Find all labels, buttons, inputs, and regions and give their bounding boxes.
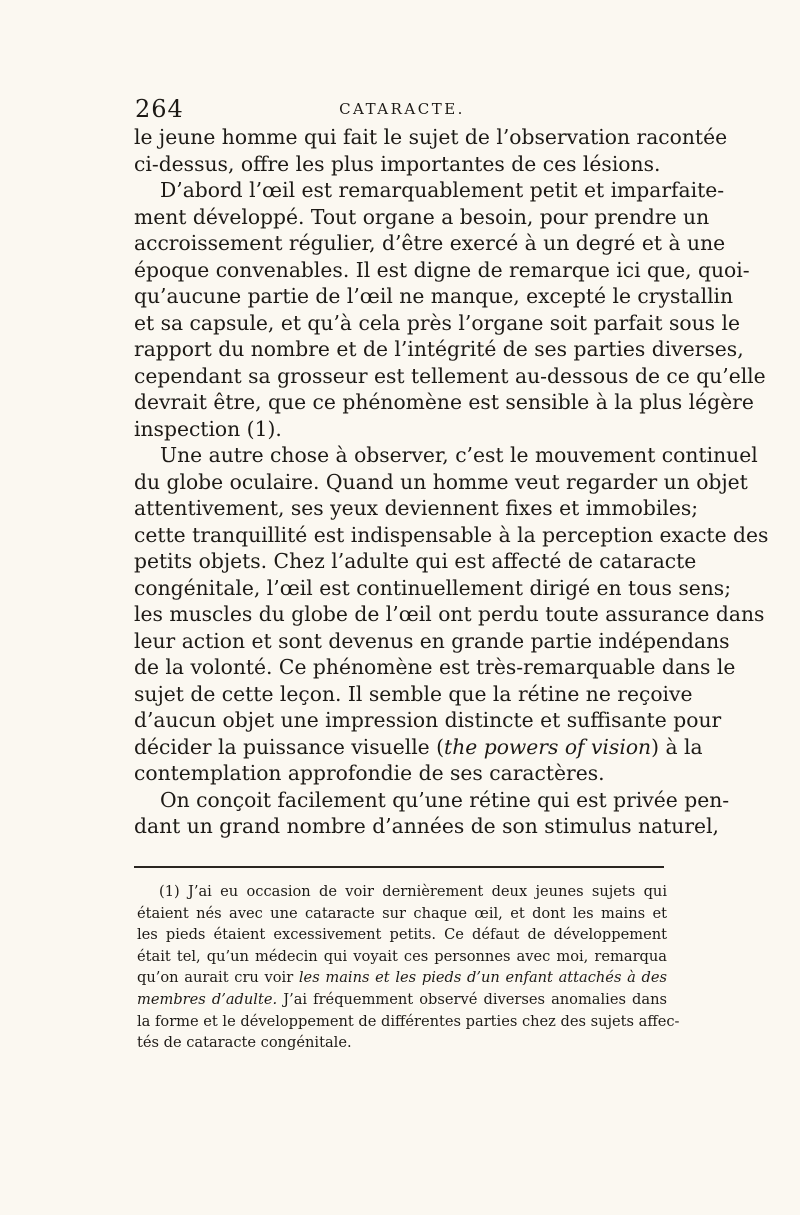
body-line: époque convenables. Il est digne de remarque ici que, quoi- <box>134 257 750 282</box>
body-text-segment: ) à la <box>651 734 703 759</box>
body-line: du globe oculaire. Quand un homme veut regarder un objet <box>134 469 748 494</box>
footnote-divider <box>134 866 664 868</box>
body-line: rapport du nombre et de l’intégrité de ses parties diverses, <box>134 337 744 361</box>
page-header <box>136 95 668 125</box>
body-line: de la volonté. Ce phénomène est très-remarquable dans le <box>134 655 736 679</box>
body-line: devrait être, que ce phénomène est sensible à la plus légère <box>134 390 754 414</box>
running-title: CATARACTE. <box>339 100 465 118</box>
footnote-line <box>137 989 667 1011</box>
body-line: On conçoit facilement qu’une rétine qui est privée pen- <box>160 787 730 812</box>
italic-quotation: membres d’adulte. <box>137 990 278 1008</box>
footnote-text-segment: J’ai fréquemment observé diverses anomalies dans <box>277 990 667 1008</box>
footnote-text-segment: qu’on aurait cru voir <box>137 969 299 987</box>
footnote-line: (1) J’ai eu occasion de voir dernièrement deux jeunes sujets qui <box>159 883 667 900</box>
footnote-line: la forme et le développement de différentes parties chez des sujets affec- <box>137 1012 680 1030</box>
body-line: inspection (1). <box>134 416 282 441</box>
footnote-line: était tel, qu’un médecin qui voyait ces personnes avec moi, remarqua <box>137 947 667 965</box>
body-line: cette tranquillité est indispensable à la perception exacte des <box>134 522 769 547</box>
body-line: congénitale, l’œil est continuellement dirigé en tous sens; <box>134 575 732 600</box>
body-line: et sa capsule, et qu’à cela près l’organe soit parfait sous le <box>134 310 740 335</box>
english-phrase: the powers of vision <box>444 734 652 759</box>
page-number: 264 <box>135 95 184 123</box>
footnote-line: tés de cataracte congénitale. <box>137 1034 352 1052</box>
body-line: ment développé. Tout organe a besoin, pour prendre un <box>134 204 710 229</box>
body-line: qu’aucune partie de l’œil ne manque, excepté le crystallin <box>134 284 734 308</box>
body-line: Une autre chose à observer, c’est le mouvement continuel <box>160 443 758 467</box>
body-line: leur action et sont devenus en grande partie indépendans <box>134 628 730 653</box>
body-line: les muscles du globe de l’œil ont perdu toute assurance dans <box>134 602 765 626</box>
body-line: petits objets. Chez l’adulte qui est affecté de cataracte <box>134 549 697 573</box>
body-line: attentivement, ses yeux deviennent fixes et immobiles; <box>134 496 699 520</box>
body-text <box>134 124 769 840</box>
body-line: d’aucun objet une impression distincte et suffisante pour <box>134 708 722 732</box>
footnote-line <box>137 967 667 989</box>
footnote-line: étaient nés avec une cataracte sur chaque œil, et dont les mains et <box>137 904 667 922</box>
body-line: ci-dessus, offre les plus importantes de ces lésions. <box>134 151 661 176</box>
body-line: sujet de cette leçon. Il semble que la rétine ne reçoive <box>134 681 693 706</box>
body-line: contemplation approfondie de ses caractères. <box>134 761 605 785</box>
body-line: accroissement régulier, d’être exercé à un degré et à une <box>134 231 726 255</box>
body-line <box>134 734 703 761</box>
italic-quotation: les mains et les pieds d’un enfant attachés à des <box>298 969 667 987</box>
body-line: dant un grand nombre d’années de son stimulus naturel, <box>134 814 719 838</box>
footnote-line: les pieds étaient excessivement petits. Ce défaut de développement <box>137 926 667 944</box>
body-line: D’abord l’œil est remarquablement petit et imparfaite- <box>160 178 725 202</box>
footnote <box>137 881 680 1054</box>
body-text-segment: décider la puissance visuelle ( <box>134 734 445 759</box>
body-line: le jeune homme qui fait le sujet de l’observation racontée <box>134 125 728 149</box>
body-line: cependant sa grosseur est tellement au-dessous de ce qu’elle <box>134 363 766 388</box>
